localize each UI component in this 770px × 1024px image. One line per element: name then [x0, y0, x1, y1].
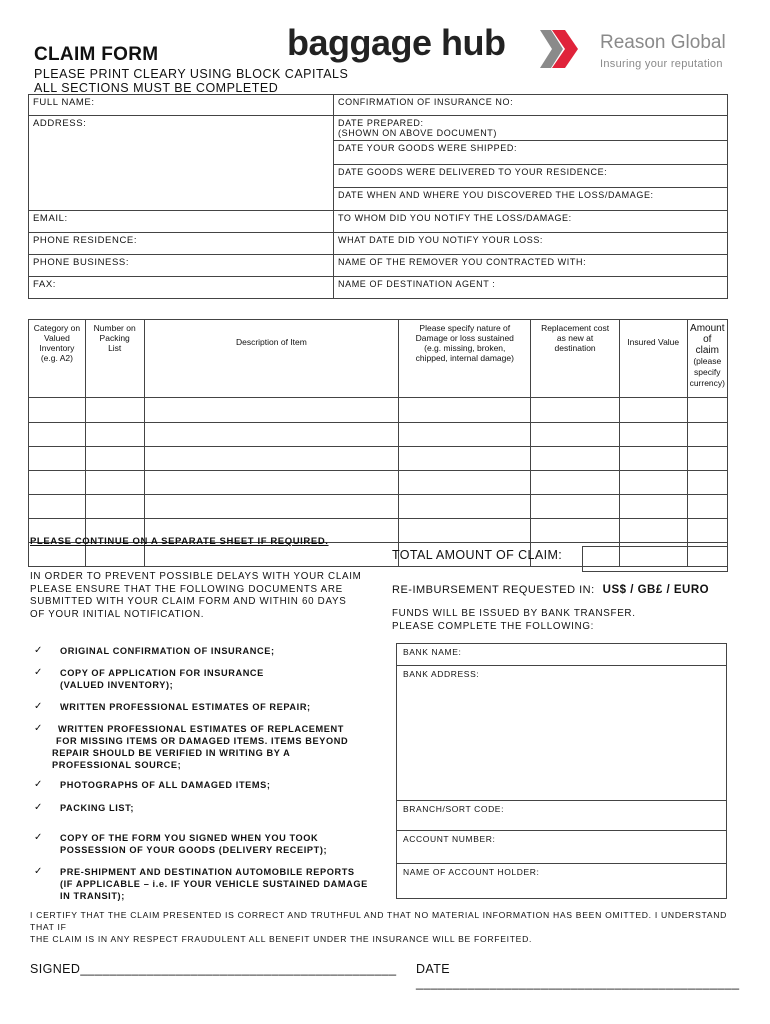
- checkmark-icon: ✓: [34, 779, 43, 790]
- notified-whom-field[interactable]: TO WHOM DID YOU NOTIFY THE LOSS/DAMAGE:: [334, 211, 728, 233]
- address-field[interactable]: ADDRESS:: [29, 116, 334, 211]
- page-title: CLAIM FORM: [34, 44, 159, 65]
- documents-intro: IN ORDER TO PREVENT POSSIBLE DELAYS WITH YOUR CLAIM PLEASE ENSURE THAT THE FOLLOWING DOCUMENTS ARE SUBMITTED WITH YOUR CLAIM FORM AND WITHIN 60 DAYS OF YOUR INITIAL NOTIFICATION.: [30, 571, 362, 620]
- table-row[interactable]: [29, 495, 728, 519]
- fax-field[interactable]: FAX:: [29, 277, 334, 299]
- checkmark-icon: ✓: [34, 802, 43, 813]
- col-packing-number: Number on Packing List: [85, 320, 144, 398]
- date-line[interactable]: DATE ____________________________________________: [416, 962, 740, 990]
- partner-tagline: Insuring your reputation: [600, 58, 723, 70]
- reimbursement-currencies[interactable]: US$ / GB£ / EURO: [602, 584, 710, 596]
- checkmark-icon: ✓: [34, 723, 43, 734]
- reimbursement-line: [392, 584, 709, 596]
- baggage-hub-logo: baggage hub: [287, 22, 506, 63]
- signature-line[interactable]: SIGNED___________________________________________: [30, 962, 397, 976]
- certification-statement: I CERTIFY THAT THE CLAIM PRESENTED IS CORRECT AND TRUTHFUL AND THAT NO MATERIAL INFORMATION HAS BEEN OMITTED. I UNDERSTAND THAT IF THE CLAIM IS IN ANY RESPECT FRAUDULENT ALL BENEFIT UNDER THE INSURANCE WILL BE FORFEITED.: [30, 910, 728, 944]
- total-claim-label: TOTAL AMOUNT OF CLAIM:: [392, 548, 563, 562]
- continue-note: PLEASE CONTINUE ON A SEPARATE SHEET IF REQUIRED.: [30, 536, 329, 547]
- remover-name-field[interactable]: NAME OF THE REMOVER YOU CONTRACTED WITH:: [334, 255, 728, 277]
- date-prepared-label: DATE PREPARED:: [338, 118, 424, 128]
- col-damage-nature: Please specify nature of Damage or loss sustained (e.g. missing, broken, chipped, internal damage): [399, 320, 531, 398]
- date-discovered-field[interactable]: DATE WHEN AND WHERE YOU DISCOVERED THE LOSS/DAMAGE:: [334, 188, 728, 211]
- full-name-field[interactable]: FULL NAME:: [29, 95, 334, 116]
- sort-code-field[interactable]: BRANCH/SORT CODE:: [396, 800, 727, 831]
- notified-date-field[interactable]: WHAT DATE DID YOU NOTIFY YOUR LOSS:: [334, 233, 728, 255]
- claim-items-table: [28, 319, 728, 567]
- account-number-field[interactable]: ACCOUNT NUMBER:: [396, 830, 727, 864]
- checkmark-icon: ✓: [34, 701, 43, 712]
- destination-agent-field[interactable]: NAME OF DESTINATION AGENT :: [334, 277, 728, 299]
- checkmark-icon: ✓: [34, 645, 43, 656]
- table-row[interactable]: [29, 447, 728, 471]
- total-claim-field[interactable]: [582, 546, 728, 572]
- checkmark-icon: ✓: [34, 667, 43, 678]
- bank-name-field[interactable]: BANK NAME:: [396, 643, 727, 666]
- col-category: Category on Valued Inventory (e.g. A2): [29, 320, 86, 398]
- table-row[interactable]: [29, 471, 728, 495]
- checkmark-icon: ✓: [34, 866, 43, 877]
- col-amount-claim: Amount of claim (please specify currency): [687, 320, 727, 398]
- date-shipped-field[interactable]: DATE YOUR GOODS WERE SHIPPED:: [334, 141, 728, 165]
- phone-business-field[interactable]: PHONE BUSINESS:: [29, 255, 334, 277]
- date-prepared-note: (SHOWN ON ABOVE DOCUMENT): [338, 128, 498, 138]
- bank-address-field[interactable]: BANK ADDRESS:: [396, 665, 727, 801]
- partner-name: Reason Global: [600, 32, 726, 53]
- date-prepared-field[interactable]: [334, 116, 728, 141]
- col-description: Description of Item: [144, 320, 399, 398]
- checkmark-icon: ✓: [34, 832, 43, 843]
- col-insured-value: Insured Value: [619, 320, 687, 398]
- reason-global-mark-icon: [538, 28, 582, 70]
- date-delivered-field[interactable]: DATE GOODS WERE DELIVERED TO YOUR RESIDENCE:: [334, 165, 728, 188]
- instruction-line-2: ALL SECTIONS MUST BE COMPLETED: [34, 81, 279, 95]
- instruction-line-1: PLEASE PRINT CLEARY USING BLOCK CAPITALS: [34, 67, 349, 81]
- col-replacement-cost: Replacement cost as new at destination: [531, 320, 620, 398]
- reimbursement-label: RE-IMBURSEMENT REQUESTED IN:: [392, 584, 595, 596]
- phone-residence-field[interactable]: PHONE RESIDENCE:: [29, 233, 334, 255]
- claimant-info-table: [28, 94, 728, 299]
- table-row[interactable]: [29, 398, 728, 423]
- funds-note: FUNDS WILL BE ISSUED BY BANK TRANSFER. PLEASE COMPLETE THE FOLLOWING:: [392, 608, 636, 632]
- email-field[interactable]: EMAIL:: [29, 211, 334, 233]
- account-holder-field[interactable]: NAME OF ACCOUNT HOLDER:: [396, 863, 727, 899]
- confirmation-number-field[interactable]: CONFIRMATION OF INSURANCE NO:: [334, 95, 728, 116]
- table-row[interactable]: [29, 423, 728, 447]
